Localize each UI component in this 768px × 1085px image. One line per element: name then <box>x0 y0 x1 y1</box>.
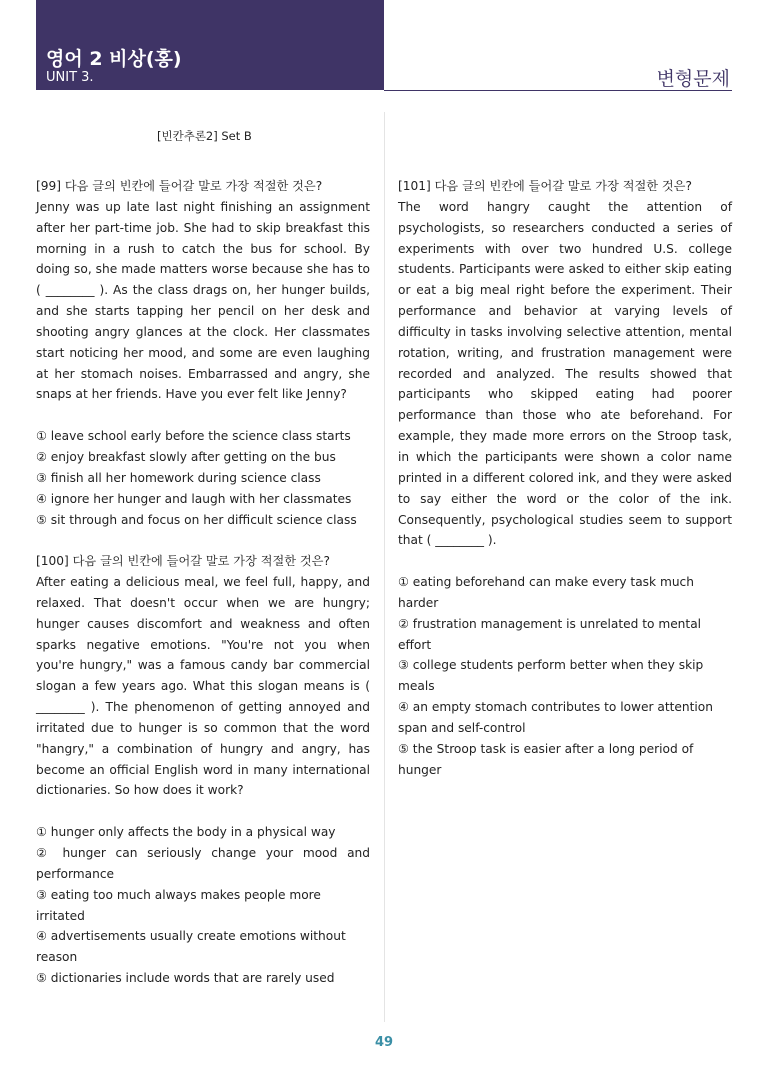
answer-option: ⑤ dictionaries include words that are rarely used <box>36 971 335 986</box>
answer-option: ② enjoy breakfast slowly after getting on the bus <box>36 449 336 464</box>
question-passage: The word hangry caught the attention of psychologists, so researchers conducted a series of experiments with over two hundred U.S. college students. Participants were asked to either skip eating or eat a big meal right before the experiment. Their performance and behavior at varying levels of difficulty in tasks involving selective attention, mental rotation, writing, and frustration management were recorded and analyzed. The results showed that participants who skipped eating had poorer performance than those who ate beforehand. For example, they made more errors on the Stroop task, in which the participants were shown a color name printed in a different colored ink, and they were asked to say either the word or the color of the ink. Consequently, psychological studies seem to support that ( ________ ). <box>398 199 732 548</box>
answer-option: ② hunger can seriously change your mood and performance <box>36 846 370 881</box>
answer-option: ④ ignore her hunger and laugh with her classmates <box>36 491 352 506</box>
answer-option: ① eating beforehand can make every task much harder <box>398 575 694 610</box>
section-label: 변형문제 <box>656 68 730 90</box>
question-99 <box>36 176 370 530</box>
answer-option: ① leave school early before the science class starts <box>36 429 351 444</box>
unit-label: UNIT 3. <box>46 70 94 85</box>
question-passage: Jenny was up late last night finishing an assignment after her part-time job. She had to skip breakfast this morning in a rush to catch the bus for school. By doing so, she made matters worse because she has to ( ________ ). As the class drags on, her hunger builds, and she starts tapping her pencil on her desk and shooting angry glances at the clock. Her classmates start noticing her mood, and some are even laughing at her stomach noises. Embarrassed and angry, she snaps at her friends. Have you ever felt like Jenny? <box>36 199 370 402</box>
question-heading: [101] 다음 글의 빈칸에 들어갈 말로 가장 적절한 것은? <box>398 179 692 193</box>
right-column <box>398 176 732 780</box>
answer-option: ⑤ sit through and focus on her difficult science class <box>36 512 357 527</box>
header-banner <box>36 0 384 90</box>
question-heading: [100] 다음 글의 빈칸에 들어갈 말로 가장 적절한 것은? <box>36 554 330 569</box>
answer-option: ③ finish all her homework during science class <box>36 470 321 485</box>
answer-option: ① hunger only affects the body in a physical way <box>36 825 336 840</box>
set-label: [빈칸추론2] Set B <box>157 129 252 143</box>
question-101 <box>398 176 732 780</box>
column-divider <box>384 112 385 1022</box>
question-100 <box>36 551 370 989</box>
question-heading: [99] 다음 글의 빈칸에 들어갈 말로 가장 적절한 것은? <box>36 179 323 193</box>
answer-option: ③ eating too much always makes people more irritated <box>36 887 321 923</box>
answer-option: ③ college students perform better when they skip meals <box>398 658 704 694</box>
question-passage: After eating a delicious meal, we feel full, happy, and relaxed. That doesn't occur when we are hungry; hunger causes discomfort and weakness and often sparks negative emotions. "You're not you when you're hungry," was a famous candy bar commercial slogan a few years ago. What this slogan means is ( ________ ). The phenomenon of getting annoyed and irritated due to hunger is so common that the word "hangry," a combination of hungry and angry, has become an official English word in many international dictionaries. So how does it work? <box>36 575 370 798</box>
answer-option: ② frustration management is unrelated to mental effort <box>398 616 702 652</box>
answer-option: ④ advertisements usually create emotions without reason <box>36 929 346 965</box>
left-column <box>36 176 370 989</box>
header-rule <box>384 90 732 91</box>
book-title: 영어 2 비상(홍) <box>46 48 182 70</box>
answer-option: ⑤ the Stroop task is easier after a long period of hunger <box>398 741 694 777</box>
answer-option: ④ an empty stomach contributes to lower attention span and self-control <box>398 700 713 735</box>
page-number: 49 <box>374 1035 394 1050</box>
